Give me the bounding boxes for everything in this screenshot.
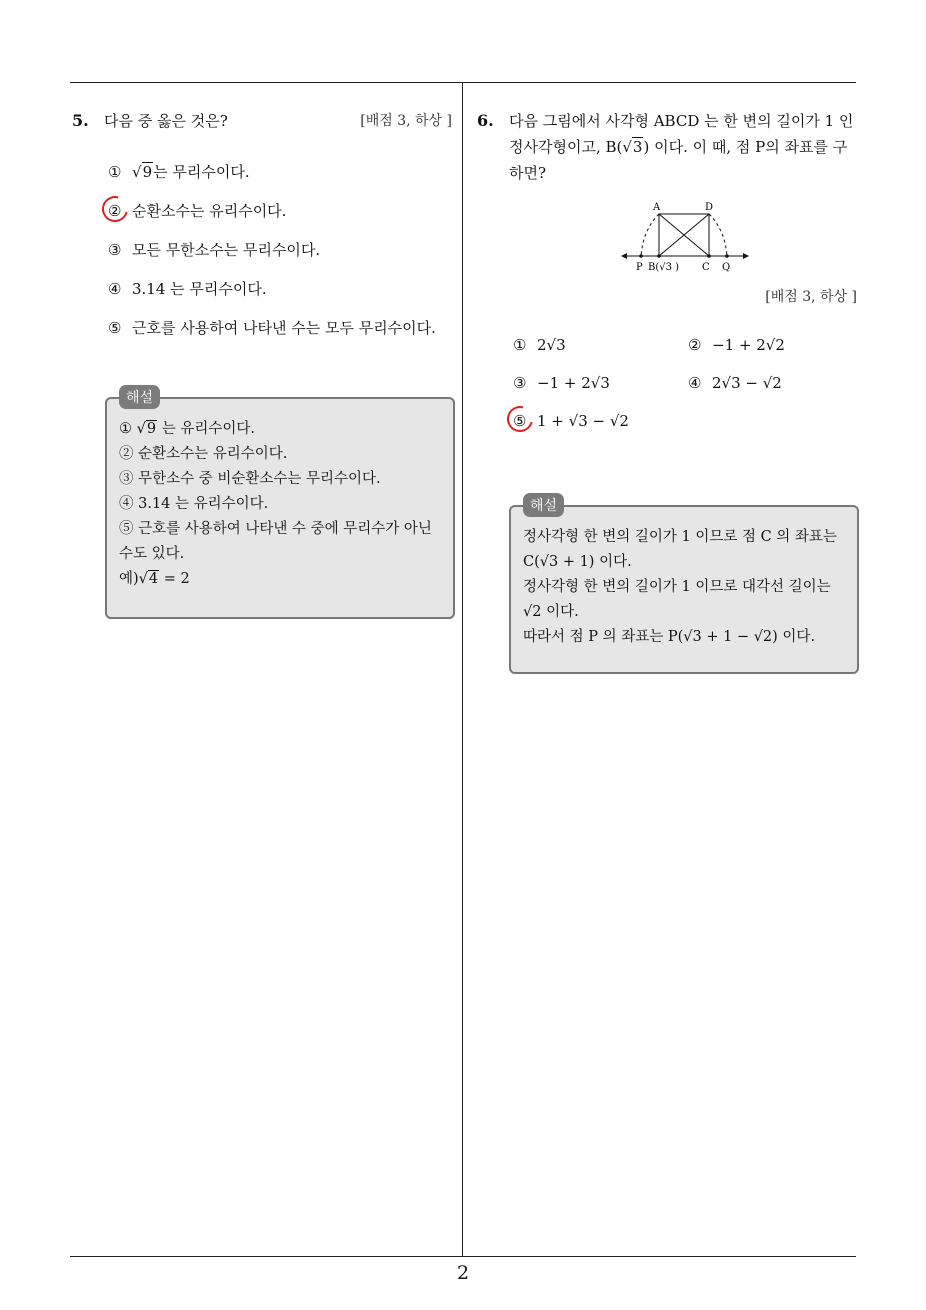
page-number: 2	[456, 1262, 470, 1284]
label-Q: Q	[722, 262, 731, 273]
points-label: [배점 3, 하상 ]	[765, 289, 857, 305]
solution-tag: 해설	[119, 385, 160, 409]
bottom-rule	[70, 1256, 856, 1257]
solution-line: √2 이다.	[523, 604, 579, 620]
label-D: D	[705, 202, 714, 213]
option-5[interactable]: ⑤ 근호를 사용하여 나타낸 수는 모두 무리수이다.	[108, 318, 436, 337]
option-4[interactable]: ④ 3.14 는 무리수이다.	[108, 279, 267, 298]
option-list	[477, 326, 857, 440]
question-text: 다음 중 옳은 것은?	[104, 112, 228, 130]
column-divider	[462, 82, 463, 1256]
solution-line: ② 순환소수는 유리수이다.	[119, 446, 288, 462]
question-number: 5.	[72, 111, 89, 130]
question-text-line: 정사각형이고, B(√3) 이다. 이 때, 점 P의 좌표를 구	[509, 138, 848, 156]
solution-line: ① √9 는 유리수이다.	[119, 421, 255, 437]
question-6	[477, 108, 857, 440]
question-6-header	[477, 108, 857, 186]
option-4[interactable]: ④ 2√3 − √2	[688, 374, 782, 392]
solution-box-q5	[105, 390, 455, 619]
solution-line: 정사각형 한 변의 길이가 1 이므로 대각선 길이는	[523, 579, 831, 595]
option-3[interactable]: ③ 모든 무한소수는 무리수이다.	[108, 240, 321, 259]
question-5-header	[72, 108, 452, 134]
question-text-line: 다음 그림에서 사각형 ABCD 는 한 변의 길이가 1 인	[509, 112, 854, 130]
solution-box-q6	[509, 498, 859, 674]
solution-line: ③ 무한소수 중 비순환소수는 무리수이다.	[119, 471, 381, 487]
option-2[interactable]: ② −1 + 2√2	[688, 336, 785, 354]
question-text-line: 하면?	[509, 164, 547, 182]
solution-line: ④ 3.14 는 유리수이다.	[119, 496, 269, 512]
answer-circle-mark	[97, 191, 133, 227]
solution-line: ⑤ 근호를 사용하여 나타낸 수 중에 무리수가 아닌	[119, 521, 432, 537]
solution-line: 따라서 점 P 의 좌표는 P(√3 + 1 − √2) 이다.	[523, 629, 816, 645]
question-number: 6.	[477, 111, 494, 130]
label-P: P	[636, 262, 643, 273]
option-list	[72, 152, 452, 347]
option-5-selected[interactable]: ⑤ 1 + √3 − √2	[513, 402, 688, 440]
solution-line: 예)√4 = 2	[119, 571, 190, 587]
option-1[interactable]: ① √ 9 는 무리수이다.	[108, 162, 250, 181]
solution-tag: 해설	[523, 493, 564, 517]
label-A: A	[653, 202, 661, 213]
answer-circle-mark	[502, 401, 538, 437]
top-rule	[70, 82, 856, 83]
option-1[interactable]: ① 2√3	[513, 336, 566, 354]
solution-line: 수도 있다.	[119, 546, 185, 562]
points-label: [배점 3, 하상 ]	[360, 113, 452, 129]
square-number-line-figure	[477, 192, 857, 282]
option-3[interactable]: ③ −1 + 2√3	[513, 374, 610, 392]
label-C: C	[702, 262, 710, 273]
option-2-selected[interactable]: ② 순환소수는 유리수이다.	[108, 191, 452, 230]
label-B: B(√3 )	[648, 262, 680, 273]
question-5	[72, 108, 452, 347]
solution-line: C(√3 + 1) 이다.	[523, 554, 632, 570]
solution-line: 정사각형 한 변의 길이가 1 이므로 점 C 의 좌표는	[523, 529, 837, 545]
